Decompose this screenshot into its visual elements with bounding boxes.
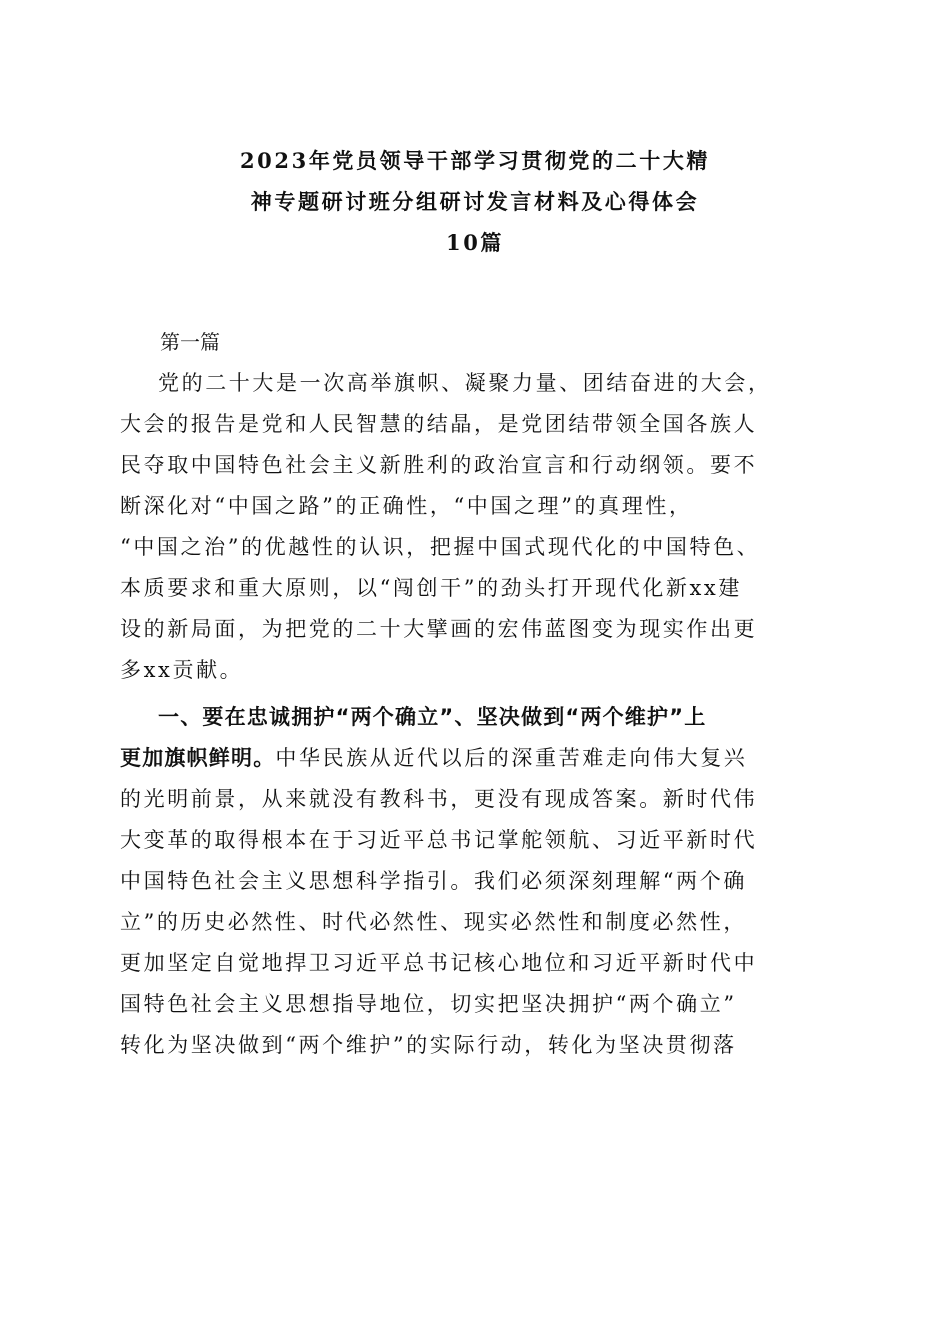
paragraph-2-line: 的光明前景，从来就没有教科书，更没有现成答案。新时代伟 xyxy=(120,787,758,811)
title-line-1: 2023年党员领导干部学习贯彻党的二十大精 xyxy=(239,148,711,173)
section-label: 第一篇 xyxy=(160,330,220,354)
paragraph-2 xyxy=(120,697,835,1066)
paragraph-2-line: 更加坚定自觉地捍卫习近平总书记核心地位和习近平新时代中 xyxy=(120,951,758,975)
paragraph-2-line: 转化为坚决做到“两个维护”的实际行动，转化为坚决贯彻落 xyxy=(120,1033,737,1057)
paragraph-1-line: 本质要求和重大原则，以“闯创干”的劲头打开现代化新xx建 xyxy=(120,576,742,600)
document-body xyxy=(120,322,835,1066)
document-title xyxy=(120,140,830,263)
paragraph-1-line: 民夺取中国特色社会主义新胜利的政治宣言和行动纲领。要不 xyxy=(120,453,758,477)
paragraph-1-line: 党的二十大是一次高举旗帜、凝聚力量、团结奋进的大会， xyxy=(158,371,772,395)
section-heading-1: 一、要在忠诚拥护“两个确立”、坚决做到“两个维护”上 xyxy=(158,705,707,729)
paragraph-2-line: 立”的历史必然性、时代必然性、现实必然性和制度必然性， xyxy=(120,910,747,934)
paragraph-1 xyxy=(120,363,835,691)
paragraph-2-line: 中国特色社会主义思想科学指引。我们必须深刻理解“两个确 xyxy=(120,869,747,893)
paragraph-1-line: 设的新局面，为把党的二十大擘画的宏伟蓝图变为现实作出更 xyxy=(120,617,758,641)
paragraph-2-line: 大变革的取得根本在于习近平总书记掌舵领航、习近平新时代 xyxy=(120,828,758,852)
paragraph-2-first-line-text: 中华民族从近代以后的深重苦难走向伟大复兴 xyxy=(275,746,748,770)
paragraph-1-line: 大会的报告是党和人民智慧的结晶，是党团结带领全国各族人 xyxy=(120,412,758,436)
paragraph-2-line: 国特色社会主义思想指导地位，切实把坚决拥护“两个确立” xyxy=(120,992,737,1016)
paragraph-2-first-line xyxy=(120,738,835,779)
section-heading-1-end: 更加旗帜鲜明。 xyxy=(120,746,276,770)
title-line-2: 神专题研讨班分组研讨发言材料及心得体会 xyxy=(250,189,700,214)
title-line-3: 10篇 xyxy=(445,230,505,255)
paragraph-1-line: 断深化对“中国之路”的正确性，“中国之理”的真理性， xyxy=(120,494,693,518)
paragraph-1-line: 多xx贡献。 xyxy=(120,658,244,682)
paragraph-1-line: “中国之治”的优越性的认识，把握中国式现代化的中国特色、 xyxy=(120,535,761,559)
